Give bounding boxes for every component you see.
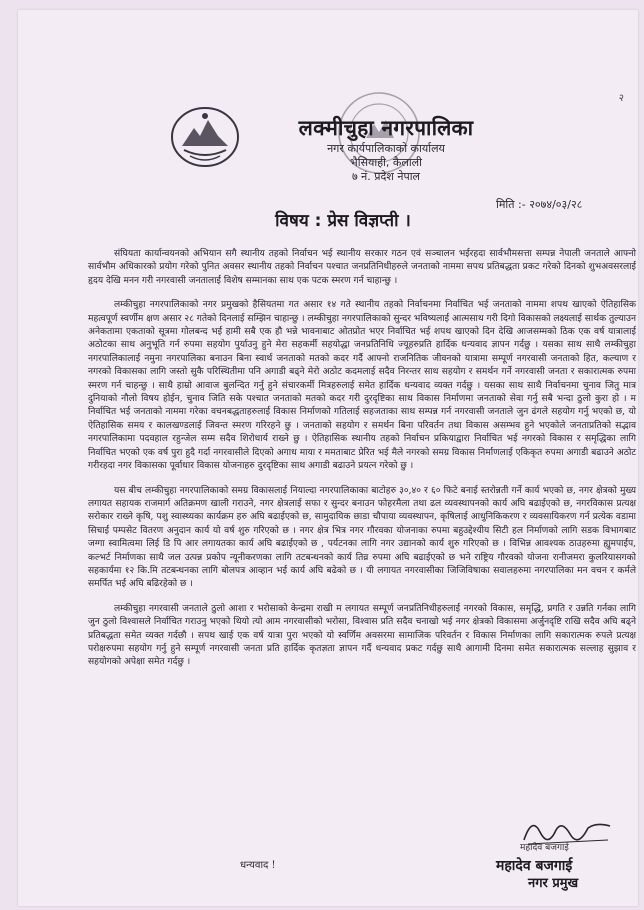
paragraph: यस बीच लम्कीचुहा नगरपालिकाको समग्र विकासलाई नियाल्दा नगरपालिकाका बाटोहरु ३०,४० र ६० फिटे बनाई स्तरोन्नती गर्ने कार्य भएको छ, नगर क्षेत्रको मुख्य लगायत सहायक राजमार्ग अतिक्रमण खाली गराउने, नगर क्षेत्रलाई सफा र सुन्दर बनाउन फोहरमैला तथा ढल व्यवस्थापनको कार्य अघि बढाईएको छ, नगरविकास प्रत्यक्ष सरोकार राख्ने कृषि, पशु स्वास्थ्यका कार्यक्रम हरु अघि बढाईएको छ, सामुदायिक छाडा चौपाया व्यवस्थापन, कृषिलाई आधुनिकिकरण र व्यवसायिकरण गर्न प्रत्येक वडामा सिचाई पम्पसेट वितरण अनुदान कार्य यो वर्ष शुरु गरिएको छ । नगर क्षेत्र भित्र नगर गौरवका योजनाका रुपमा बहुउद्देश्यीय सिटी हल निर्माणको लागि सडक विभागबाट जग्गा स्वामित्वमा लिई डि पि आर लगायतका कार्य अघि बढाईएको छ , पर्यटनका लागि नगर उद्यानको कार्य शुरु गरिएको छ । विभिन्न आवश्यक ठाउहरुमा ह्युमपाईप, कल्भर्ट निर्माणका साथै जल उत्पन्न प्रकोप न्यूनीकरणका लागि तटबन्धनको कार्य तिव्र रुपमा अघि बढाईएको छ भने राष्ट्रिय गौरवको योजना रानीजमरा कुलरियासगको सहकार्यमा १२ कि.मि तटबन्धनका लागि बोलपत्र आव्हान भई कार्य अघि बढेको छ । यी लगायत नगरवासीका जिजिविषाका सवालहरुमा नगरपालिका मन वचन र कर्मले समर्पित भई अघि बढिरहेको छ । [88,485,636,590]
closing-text: धन्यवाद ! [240,860,276,871]
press-release-body [88,248,636,681]
office-name: नगर कार्यपालिकाको कार्यालय [327,142,445,155]
paragraph: लम्कीचुहा नगरपालिकाको नगर प्रमुखको हैसियतमा गत असार १४ गते स्थानीय तहको निर्वाचनमा निर्वाचित भई जनताको नाममा शपथ खाएको ऐतिहासिक महत्वपूर्ण स्वर्णीम क्षण असार २८ गतेको दिनलाई सम्झिन चाहान्छु । लम्कीचुहा नगरपालिकाको सुन्दर भविष्यलाई आत्मसाथ गरी दिगो विकासको लक्ष्यलाई सार्थक तुल्याउन अनेकतामा एकताको सूत्रमा गोलबन्द भई हामी सबै एक हौ भन्ने भावनाबाट ओतप्रोत भएर निर्वाचित भई शपथ खाएको दिन देखि आजसम्मको ठिक एक वर्ष यात्रालाई अठोटका साथ अनुभूति गर्न रुपमा सहयोग पुर्याउनु हुने मेरा सहकर्मी सहयोद्धा जनप्रतिनिधि ज्यूहरुप्रति हार्दिक धन्यवाद ज्ञापन गर्दछु । यसका साथ साथै लम्कीचुहा नगरपालिकालाई नमुना नगरपालिका बनाउन बिना स्वार्थ जनताको मतको कदर गर्दै आफ्नो राजनितिक जीवनको यात्रामा सम्पूर्ण नगरवासी जनताको हित, कल्याण र नगरको विकासका लागि जस्तो सुकै परिस्थितीमा पनि अगाडी बढ्ने मेरो अठोट कदमलाई सदैव निरन्तर साथ सहयोग र समर्थन गर्ने नगरवासी जनता र सकारात्मक रुपमा स्मरण गर्न चाहन्छु । साथै हाम्रो आवाज बुलन्दित गर्नु हुने संचारकर्मी मित्रहरुलाई समेत हार्दिक धन्यवाद व्यक्त गर्दछु । यसका साथ साथै निर्वाचनमा चुनाव जितु मात्र दुनियाको नौलो विषय होईन, चुनाव जिति सके पश्चात जनताको मतको कदर गरी दुरदृष्टिका साथ विकास निर्माणमा जनताको सेवा गर्नु सबै भन्दा ठुलो कुरा हो । म निर्वाचित भई जनताको नाममा गरेका वचनबद्धताहरुलाई विकास निर्माणको गतिलाई सहजताका साथ सम्पन्न गर्न नगरवासी जनताले जुन ढंगले सहयोग गर्नु भएको छ, यो ऐतिहासिक समय र कालखण्डलाई जिवन्त स्मरण गरिरहने छु । जनताको सहयोग र समर्थन बिना परिवर्तन तथा विकास असम्भव हुने भएकोले जनताप्रतिको सद्भाव नगरपालिकामा पदवहाल रहुन्जेल सम्म सदैव शिरोधार्य राख्ने छु । ऐतिहासिक स्थानीय तहको निर्वाचन प्रकियाद्वारा निर्वाचित भई नगरको विकास र समृद्धिका लागि निर्वाचित भएको एक वर्ष पुरा हुदै गर्दा नगरवासीले दिएको अगाध माया र ममताबाट प्रेरित भई मैले नगरको समग्र विकास निर्माणलाई एकिकृत रुपमा अगाडी बढाउने अठोट गरीरहदा नगर विकासका पूर्वाधार विकास योजनाहरु दुरदृष्टिका साथ अगाडी बढाउने प्रयत्न गरेको छु । [88,300,636,472]
province-name: ७ नं. प्रदेश नेपाल [351,170,421,183]
paragraph: लम्कीचुहा नगरवासी जनताले ठुलो आशा र भरोसाको केन्द्रमा राखी म लगायत सम्पूर्ण जनप्रतिनिधीहरुलाई नगरको विकास, समृद्धि, प्रगति र उन्नति गर्नका लागि जुन ठुलो विश्वासले निर्वाचित गराउनु भएको थियो त्यो आम नगरवासीको भरोसा, विश्वास प्रति सदैव चनाखो भई नगर क्षेत्रको विकासमा अर्जुनदृष्टि राखि सदैव अघि बढ्ने प्रतिबद्धता समेत व्यक्त गर्दछौ । सपथ खाई एक वर्ष यात्रा पुरा भएको यो स्वर्णिम अवसरमा सामाजिक परिवर्तन र विकास निर्माणका लागि सकारात्मक रुपले प्रत्यक्ष परोक्षरुपमा सहयोग गर्नु हुने सम्पूर्ण नगरवासी जनता प्रति हार्दिक कृतज्ञता ज्ञापन गर्दै धन्यवाद प्रकट गर्दछु साथै आगामी दिनमा समेत सकारात्मक सल्लाह सुझाव र सहयोगको अपेक्षा समेत गर्दछु । [88,603,636,668]
document-date: मिति :- २०७४/०३/२८ [496,198,583,211]
paragraph: संघियता कार्यान्वयनको अभियान सगै स्थानीय तहको निर्वाचन भई स्थानीय सरकार गठन एवं सञ्चालन भईरहदा सार्वभौमसत्ता सम्पन्न नेपाली जनताले आफ्नो सार्वभौम अधिकारको प्रयोग गरेको पुनित अवसर स्थानीय तहको निर्वाचन पश्चात जनप्रतिनिधीहरुले जनताको नाममा सपथ प्रतिबद्धता प्रकट गरेको दिनको शुभअवसरलाई हृदय देखि मनन गरी नगरवासी जनतालाई विशेष सम्मानका साथ एक पटक स्मरण गर्न चाहान्छु । [88,249,636,286]
signatory-name: महादेव बजगाई [496,858,573,874]
signatory-title: नगर प्रमुख [528,876,579,891]
office-location: भैसियाही, कैलाली [350,156,422,169]
page-number: २ [618,93,624,104]
nepal-emblem-icon [170,106,240,168]
signatory-name-small: महादेव बजगाई [520,843,569,853]
letterhead [266,114,506,184]
municipality-title: लक्मीचुहा नगरपालिका [298,116,474,140]
document-page [18,10,638,906]
document-subject: विषय : प्रेस विज्ञप्ती । [275,211,411,231]
